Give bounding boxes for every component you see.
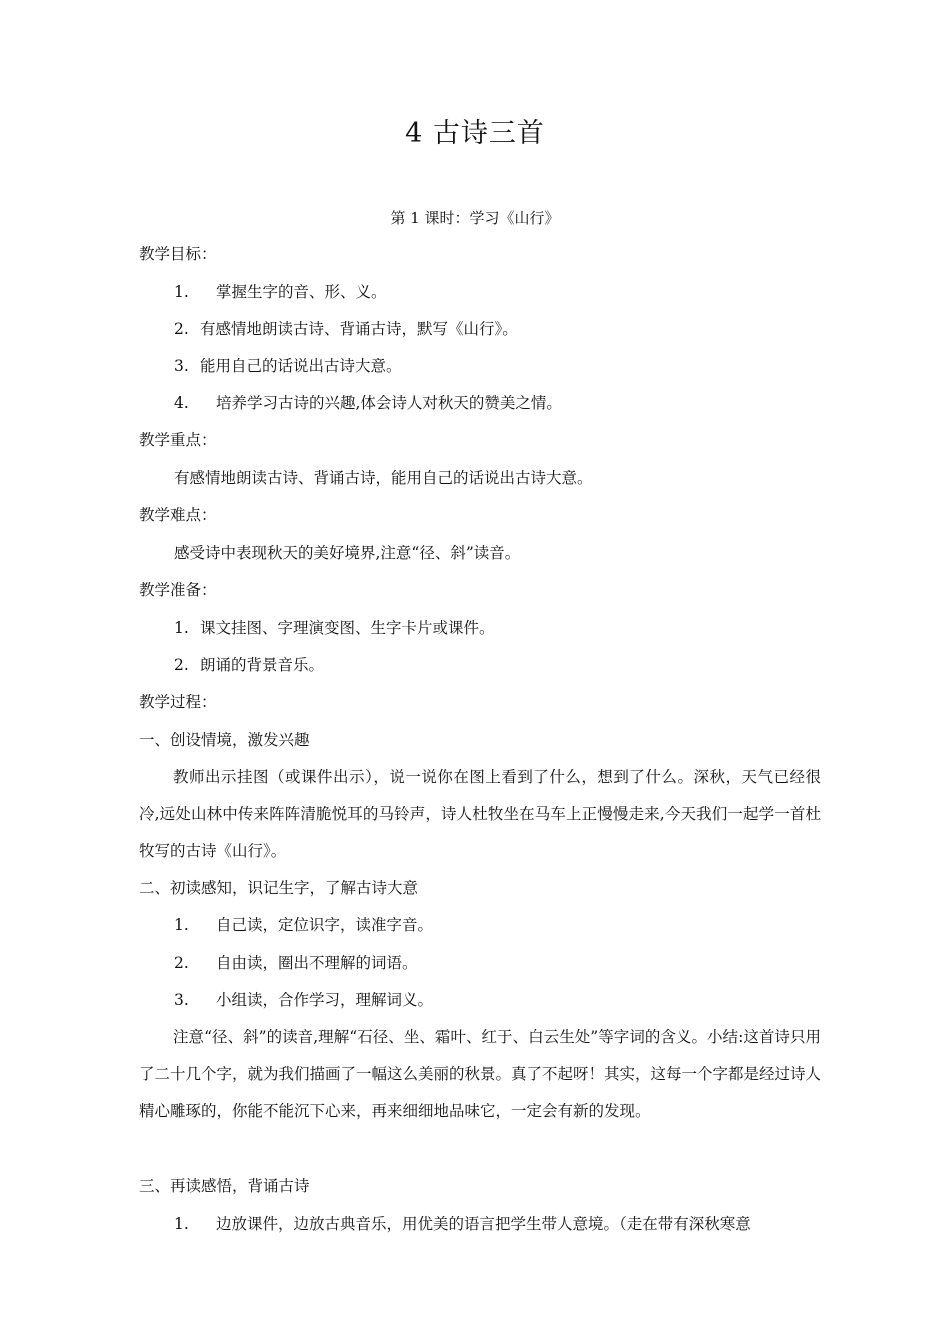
process-heading: 教学过程： [139, 693, 217, 711]
goal-item-text: 有感情地朗读古诗、背诵古诗，默写《山行》。 [200, 320, 518, 338]
section-heading: 三、再读感悟，背诵古诗 [139, 1177, 310, 1195]
difficulties-heading: 教学难点： [139, 506, 217, 524]
lesson-title: 4 古诗三首 [405, 118, 545, 149]
lesson-subtitle: 第 1 课时：学习《山行》 [390, 209, 560, 227]
goal-item-text: 培养学习古诗的兴趣,体会诗人对秋天的赞美之情。 [216, 394, 562, 412]
preparation-item-text: 朗诵的背景音乐。 [200, 656, 325, 674]
preparation-item-number: 2. [174, 656, 189, 674]
goal-item-number: 4. [174, 394, 189, 412]
step-item [174, 913, 433, 937]
step-item-number: 2. [174, 954, 189, 972]
difficulties-text: 感受诗中表现秋天的美好境界,注意“径、斜”读音。 [174, 544, 521, 562]
goal-item [174, 391, 562, 415]
step-item-text: 小组读，合作学习，理解词义。 [216, 991, 434, 1009]
step-item-number: 3. [174, 991, 189, 1009]
goal-item [174, 317, 518, 341]
section-heading: 二、初读感知，识记生字，了解古诗大意 [139, 879, 419, 897]
step-item-number: 1. [174, 1215, 189, 1233]
step-item-text: 自己读，定位识字，读准字音。 [216, 916, 434, 934]
preparation-item [174, 616, 495, 640]
preparation-item [174, 653, 324, 677]
step-item [174, 988, 433, 1012]
goals-heading: 教学目标： [139, 245, 217, 263]
preparation-heading: 教学准备： [139, 581, 217, 599]
goal-item-text: 能用自己的话说出古诗大意。 [200, 357, 402, 375]
preparation-item-number: 1. [174, 619, 189, 637]
goal-item-number: 2. [174, 320, 189, 338]
section-paragraph: 注意“径、斜”的读音,理解“石径、坐、霜叶、红于、白云生处”等字词的含义。小结:这首诗只用了二十几个字，就为我们描画了一幅这么美丽的秋景。真了不起呀！其实，这每一个字都是经过诗人精心雕琢的，你能不能沉下心来，再来细细地品味它，一定会有新的发现。 [139, 1028, 822, 1120]
key-points-text: 有感情地朗读古诗、背诵古诗，能用自己的话说出古诗大意。 [174, 469, 593, 487]
goal-item [174, 280, 387, 304]
goal-item-text: 掌握生字的音、形、义。 [216, 283, 387, 301]
step-item [174, 1212, 751, 1236]
goal-item-number: 1. [174, 283, 189, 301]
step-item [174, 951, 418, 975]
step-item-number: 1. [174, 916, 189, 934]
goal-item-number: 3. [174, 357, 189, 375]
goal-item [174, 354, 402, 378]
step-item-text: 自由读，圈出不理解的词语。 [216, 954, 418, 972]
key-points-heading: 教学重点： [139, 431, 217, 449]
preparation-item-text: 课文挂图、字理演变图、生字卡片或课件。 [200, 619, 495, 637]
section-heading: 一、创设情境，激发兴趣 [139, 731, 310, 749]
section-paragraph: 教师出示挂图（或课件出示），说一说你在图上看到了什么，想到了什么。深秋，天气已经很冷,远处山林中传来阵阵清脆悦耳的马铃声，诗人杜牧坐在马车上正慢慢走来,今天我们一起学一首杜牧写的古诗《山行》。 [139, 768, 821, 860]
step-item-text: 边放课件，边放古典音乐，用优美的语言把学生带人意境。（走在带有深秋寒意 [216, 1215, 751, 1233]
